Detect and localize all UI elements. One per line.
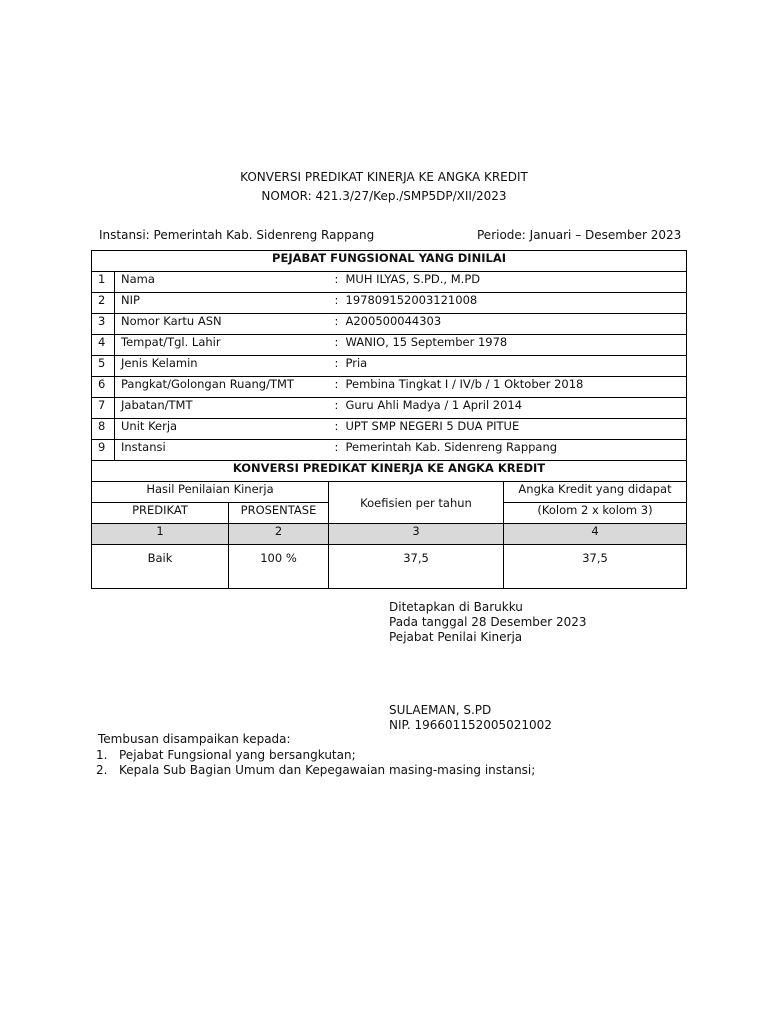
predikat-value: Baik	[92, 545, 229, 589]
koefisien-value: 37,5	[329, 545, 504, 589]
row-separator: :	[329, 398, 340, 419]
column-number: 4	[504, 524, 687, 545]
signature-nip: NIP. 196601152005021002	[389, 718, 552, 732]
row-separator: :	[329, 314, 340, 335]
row-value: Pria	[340, 356, 687, 377]
row-value: 197809152003121008	[340, 293, 687, 314]
column-number: 3	[329, 524, 504, 545]
table-row	[92, 314, 687, 335]
row-value: WANIO, 15 September 1978	[340, 335, 687, 356]
list-item: Kepala Sub Bagian Umum dan Kepegawaian masing-masing instansi;	[119, 763, 536, 777]
signature-role: Pejabat Penilai Kinerja	[389, 630, 523, 644]
row-value: MUH ILYAS, S.PD., M.PD	[340, 272, 687, 293]
row-separator: :	[329, 356, 340, 377]
row-label: Nama	[115, 272, 329, 293]
row-label: NIP	[115, 293, 329, 314]
row-label: Jabatan/TMT	[115, 398, 329, 419]
row-label: Tempat/Tgl. Lahir	[115, 335, 329, 356]
row-separator: :	[329, 335, 340, 356]
row-value: Pemerintah Kab. Sidenreng Rappang	[340, 440, 687, 461]
section1-title: PEJABAT FUNGSIONAL YANG DINILAI	[92, 251, 687, 272]
row-value: A200500044303	[340, 314, 687, 335]
row-number: 3	[92, 314, 115, 335]
document-title: KONVERSI PREDIKAT KINERJA KE ANGKA KREDIT	[240, 170, 528, 184]
angka-kredit-value: 37,5	[504, 545, 687, 589]
list-item: Pejabat Fungsional yang bersangkutan;	[119, 748, 356, 762]
row-label: Nomor Kartu ASN	[115, 314, 329, 335]
instansi-label: Instansi: Pemerintah Kab. Sidenreng Rappang	[99, 228, 375, 242]
row-number: 7	[92, 398, 115, 419]
row-label: Pangkat/Golongan Ruang/TMT	[115, 377, 329, 398]
predikat-header: PREDIKAT	[92, 503, 229, 524]
document-number: NOMOR: 421.3/27/Kep./SMP5DP/XII/2023	[261, 189, 507, 203]
angka-kredit-header: Angka Kredit yang didapat	[504, 482, 687, 503]
table-row	[92, 377, 687, 398]
table-row	[92, 398, 687, 419]
row-number: 1	[92, 272, 115, 293]
row-number: 4	[92, 335, 115, 356]
row-label: Jenis Kelamin	[115, 356, 329, 377]
row-label: Instansi	[115, 440, 329, 461]
signature-place: Ditetapkan di Barukku	[389, 600, 523, 614]
prosentase-header: PROSENTASE	[229, 503, 329, 524]
column-number: 2	[229, 524, 329, 545]
list-item-number: 2.	[96, 763, 108, 777]
row-separator: :	[329, 440, 340, 461]
kolom-formula: (Kolom 2 x kolom 3)	[504, 503, 687, 524]
row-separator: :	[329, 377, 340, 398]
koefisien-header: Koefisien per tahun	[329, 482, 504, 524]
table-row	[92, 356, 687, 377]
table-row	[92, 419, 687, 440]
row-separator: :	[329, 272, 340, 293]
row-number: 9	[92, 440, 115, 461]
periode-label: Periode: Januari – Desember 2023	[477, 228, 682, 242]
column-number: 1	[92, 524, 229, 545]
row-number: 8	[92, 419, 115, 440]
prosentase-value: 100 %	[229, 545, 329, 589]
table-row	[92, 272, 687, 293]
row-number: 2	[92, 293, 115, 314]
signature-name: SULAEMAN, S.PD	[389, 703, 492, 717]
table-row	[92, 335, 687, 356]
row-label: Unit Kerja	[115, 419, 329, 440]
row-value: Guru Ahli Madya / 1 April 2014	[340, 398, 687, 419]
hasil-header: Hasil Penilaian Kinerja	[92, 482, 329, 503]
row-number: 5	[92, 356, 115, 377]
tembusan-heading: Tembusan disampaikan kepada:	[98, 732, 291, 746]
section2-title: KONVERSI PREDIKAT KINERJA KE ANGKA KREDIT	[92, 461, 687, 482]
list-item-number: 1.	[96, 748, 108, 762]
row-number: 6	[92, 377, 115, 398]
table-row	[92, 440, 687, 461]
row-value: UPT SMP NEGERI 5 DUA PITUE	[340, 419, 687, 440]
kinerja-table	[91, 250, 687, 589]
table-row	[92, 293, 687, 314]
row-value: Pembina Tingkat I / IV/b / 1 Oktober 2018	[340, 377, 687, 398]
signature-date: Pada tanggal 28 Desember 2023	[389, 615, 587, 629]
row-separator: :	[329, 419, 340, 440]
row-separator: :	[329, 293, 340, 314]
